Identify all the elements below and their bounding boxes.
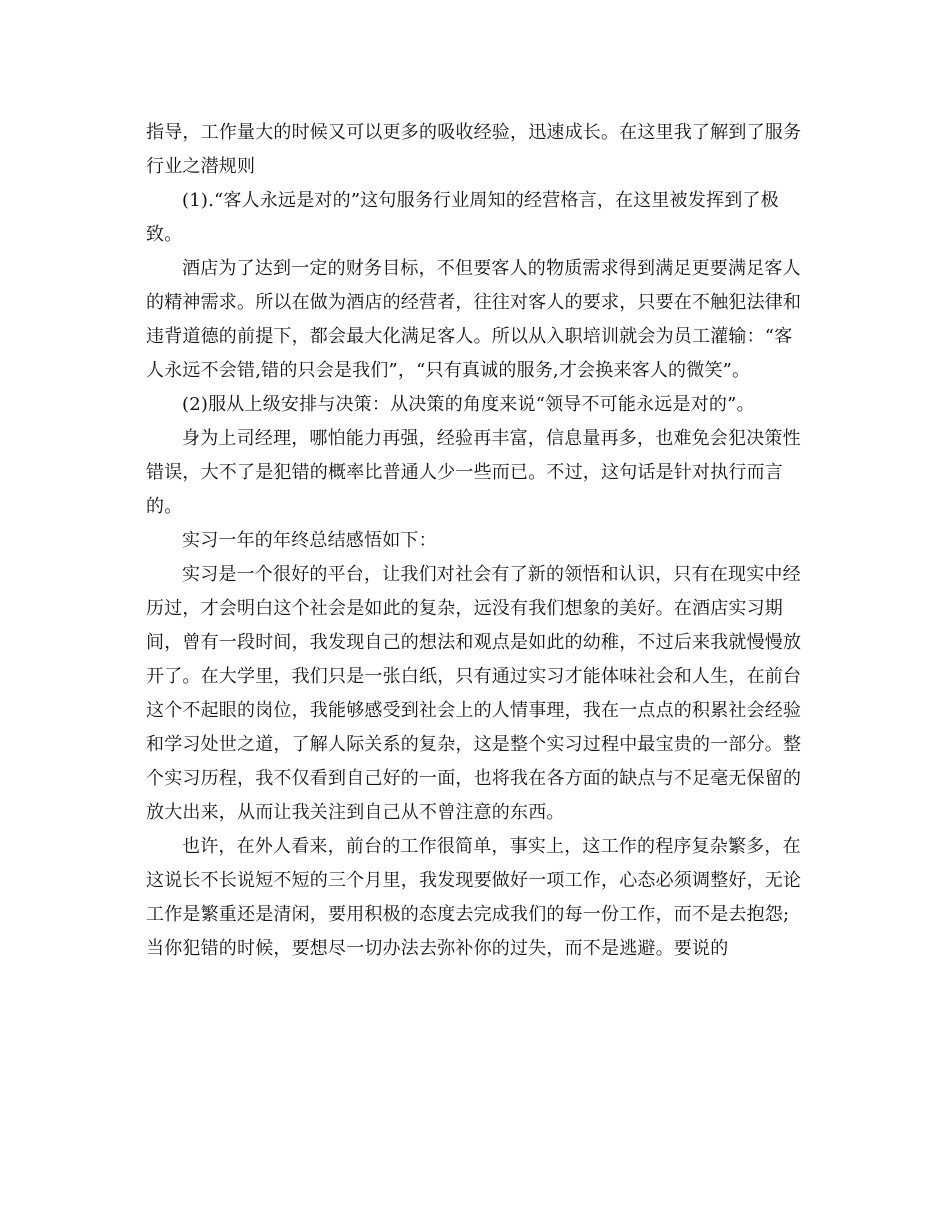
paragraph-5: 身为上司经理，哪怕能力再强，经验再丰富，信息量再多，也难免会犯决策性错误，大不了是犯错的概率比普通人少一些而已。不过，这句话是针对执行而言的。	[146, 428, 801, 517]
paragraph-2: (1).“客人永远是对的”这句服务行业周知的经营格言，在这里被发挥到了极致。	[146, 190, 779, 245]
paragraph-4: (2)服从上级安排与决策：从决策的角度来说“领导不可能永远是对的”。	[182, 394, 755, 415]
paragraph-6: 实习一年的年终总结感悟如下：	[182, 530, 437, 551]
paragraph-8: 也许，在外人看来，前台的工作很简单，事实上，这工作的程序复杂繁多，在这说长不长说短不短的三个月里，我发现要做好一项工作，心态必须调整好，无论工作是繁重还是清闲，要用积极的态度去完成我们的每一份工作，而不是去抱怨;当你犯错的时候，要想尽一切办法去弥补你的过失，而不是逃避。要说的	[146, 836, 802, 959]
paragraph-7: 实习是一个很好的平台，让我们对社会有了新的领悟和认识，只有在现实中经历过，才会明白这个社会是如此的复杂，远没有我们想象的美好。在酒店实习期间，曾有一段时间，我发现自己的想法和观点是如此的幼稚，不过后来我就慢慢放开了。在大学里，我们只是一张白纸，只有通过实习才能体味社会和人生，在前台这个不起眼的岗位，我能够感受到社会上的人情事理，我在一点点的积累社会经验和学习处世之道，了解人际关系的复杂，这是整个实习过程中最宝贵的一部分。整个实习历程，我不仅看到自己好的一面，也将我在各方面的缺点与不足毫无保留的放大出来，从而让我关注到自己从不曾注意的东西。	[146, 564, 802, 823]
document-body	[146, 116, 806, 966]
paragraph-1: 指导，工作量大的时候又可以更多的吸收经验，迅速成长。在这里我了解到了服务行业之潜规则	[146, 122, 802, 177]
paragraph-3: 酒店为了达到一定的财务目标，不但要客人的物质需求得到满足更要满足客人的精神需求。所以在做为酒店的经营者，往往对客人的要求，只要在不触犯法律和违背道德的前提下，都会最大化满足客人。所以从入职培训就会为员工灌输：“客人永远不会错,错的只会是我们”，“只有真诚的服务,才会换来客人的微笑”。	[146, 258, 802, 381]
